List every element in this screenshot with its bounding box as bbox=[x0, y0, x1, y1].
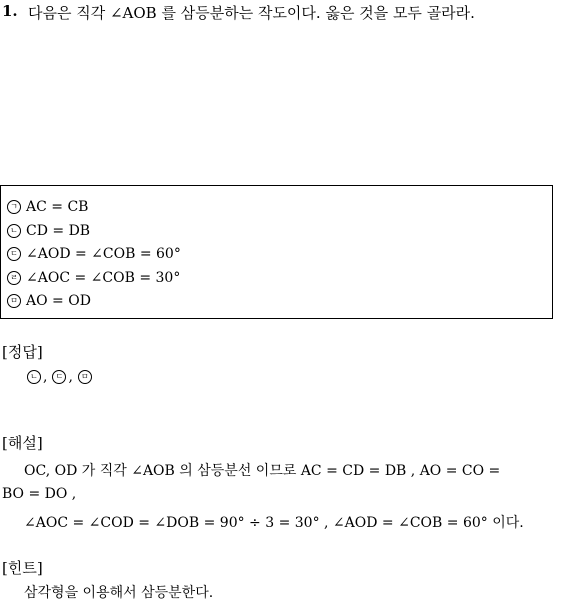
choices-box bbox=[0, 185, 553, 319]
answer-separator: , bbox=[43, 369, 48, 385]
answer-label: [정답] bbox=[2, 343, 43, 361]
choice-marker: ㄴ bbox=[7, 224, 21, 238]
explanation-line-2: BO = DO , bbox=[2, 486, 77, 502]
answer-marker: ㄷ bbox=[52, 370, 66, 384]
choice-4 bbox=[7, 270, 180, 286]
explanation-label: [해설] bbox=[2, 434, 43, 452]
hint-text: 삼각형을 이용해서 삼등분한다. bbox=[24, 585, 214, 601]
question-number: 1. bbox=[2, 2, 18, 20]
explanation-line-1: OC, OD 가 직각 ∠AOB 의 삼등분선 이므로 AC = CD = DB , AO = CO = bbox=[24, 463, 501, 479]
choice-text: CD = DB bbox=[26, 223, 91, 239]
explanation-line-3: ∠AOC = ∠COD = ∠DOB = 90° ÷ 3 = 30° , ∠AOD = ∠COB = 60° 이다. bbox=[24, 515, 524, 531]
choice-2 bbox=[7, 223, 90, 239]
choice-5 bbox=[7, 293, 91, 309]
choice-3 bbox=[7, 246, 181, 262]
question-text: 다음은 직각 ∠AOB 를 삼등분하는 작도이다. 옳은 것을 모두 골라라. bbox=[28, 4, 475, 22]
choice-1 bbox=[7, 199, 88, 215]
choice-text: AO = OD bbox=[26, 293, 91, 309]
answer-separator: , bbox=[68, 369, 73, 385]
choice-marker: ㅁ bbox=[7, 294, 21, 308]
choice-marker: ㄱ bbox=[7, 200, 21, 214]
construction-figure bbox=[150, 28, 450, 178]
choice-marker: ㄹ bbox=[7, 271, 21, 285]
choice-marker: ㄷ bbox=[7, 247, 21, 261]
hint-label: [힌트] bbox=[2, 559, 43, 577]
answer-marker: ㅁ bbox=[78, 370, 92, 384]
answer-markers bbox=[27, 369, 92, 385]
answer-marker: ㄴ bbox=[27, 370, 41, 384]
choice-text: AC = CB bbox=[26, 199, 89, 215]
choice-text: ∠AOC = ∠COB = 30° bbox=[26, 270, 181, 286]
choice-text: ∠AOD = ∠COB = 60° bbox=[26, 246, 181, 262]
